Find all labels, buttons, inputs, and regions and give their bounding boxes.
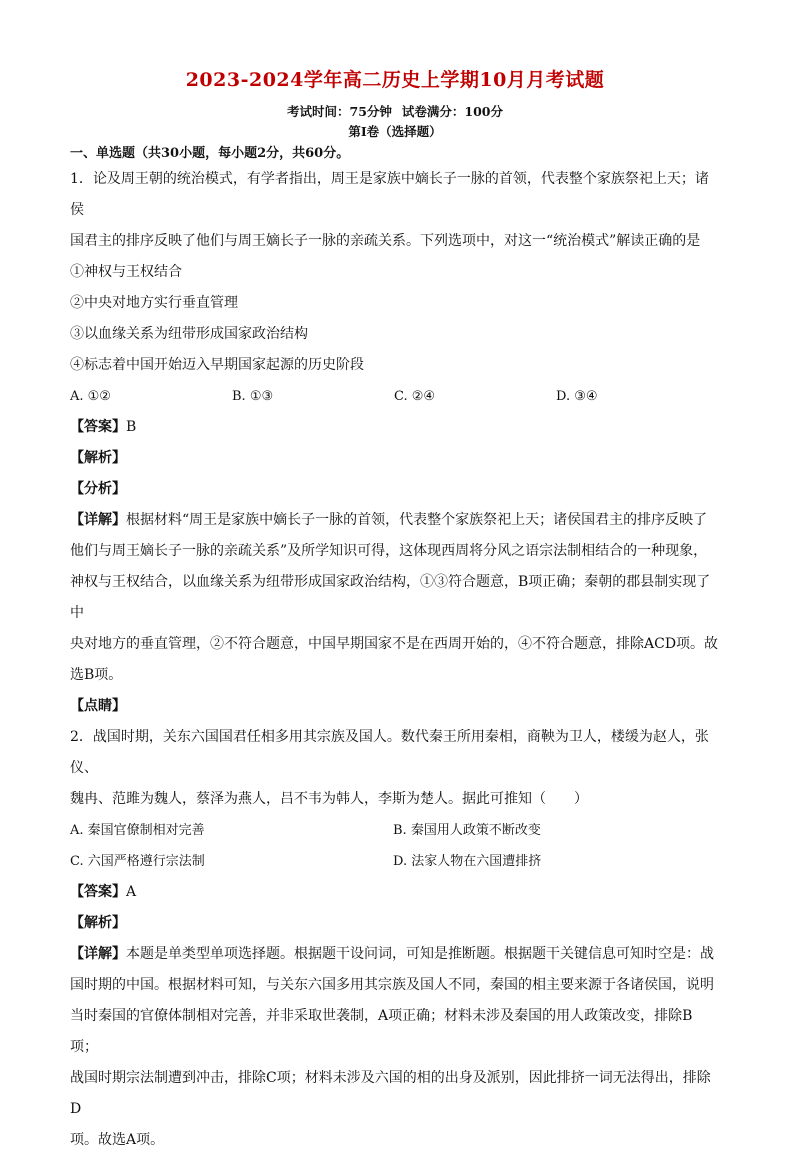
q2-detail-line-3: 当时秦国的官僚体制相对完善，并非采取世袭制，A项正确；材料未涉及秦国的用人政策改变，排除B项； <box>70 1008 693 1055</box>
q1-item-1: ①神权与王权结合 <box>70 264 182 280</box>
q1-detail-label: 【详解】 <box>70 512 126 528</box>
q2-detail-line-1 <box>70 939 720 970</box>
q2-answer <box>70 877 720 908</box>
q1-answer-value: B <box>126 419 137 435</box>
q2-option-d: D. 法家人物在六国遭排挤 <box>393 854 542 869</box>
q2-answer-label: 【答案】 <box>70 884 126 900</box>
q1-option-b: B. ①③ <box>232 389 274 404</box>
q1-analysis-label: 【解析】 <box>70 450 126 466</box>
q2-option-c: C. 六国严格遵行宗法制 <box>70 854 205 869</box>
exam-page <box>70 66 720 1156</box>
q2-detail-line-2: 国时期的中国。根据材料可知，与关东六国多用其宗族及国人不同，秦国的相主要来源于各诸侯国，说明 <box>70 977 714 993</box>
q2-detail-line-5: 项。故选A项。 <box>70 1132 165 1148</box>
q2-options-row-1 <box>70 815 720 846</box>
q2-stem-line-2: 魏冉、范雎为魏人，蔡泽为燕人，吕不韦为韩人，李斯为楚人。据此可推知（ ） <box>70 791 588 807</box>
q2-detail-text-1: 本题是单类型单项选择题。根据题干设问词，可知是推断题。根据题干关键信息可知时空是：战 <box>126 946 714 962</box>
exam-meta <box>70 102 720 122</box>
q1-dianjing-label: 【点睛】 <box>70 698 126 714</box>
q1-stem-line-1: 1．论及周王朝的统治模式，有学者指出，周王是家族中嫡长子一脉的首领，代表整个家族祭祀上天；诸侯 <box>70 171 709 218</box>
section-heading: 一、单选题（共30小题，每小题2分，共60分。 <box>70 146 350 161</box>
q1-answer <box>70 412 720 443</box>
q1-option-a: A. ①② <box>70 389 111 404</box>
q1-detail-line-5: 选B项。 <box>70 667 123 683</box>
q2-answer-value: A <box>126 884 137 900</box>
q1-detail-line-2: 他们与周王嫡长子一脉的亲疏关系”及所学知识可得，这体现西周将分风之语宗法制相结合的一种现象， <box>70 543 708 559</box>
q2-options-row-2 <box>70 846 720 877</box>
q1-item-4: ④标志着中国开始迈入早期国家起源的历史阶段 <box>70 357 364 373</box>
q1-detail-line-4: 央对地方的垂直管理，②不符合题意，中国早期国家不是在西周开始的，④不符合题意，排除ACD项。故 <box>70 636 719 652</box>
q1-answer-label: 【答案】 <box>70 419 126 435</box>
q1-detail-text-1: 根据材料“周王是家族中嫡长子一脉的首领，代表整个家族祭祀上天；诸侯国君主的排序反映了 <box>126 512 708 528</box>
q1-fenxi-label: 【分析】 <box>70 481 126 497</box>
q2-option-b: B. 秦国用人政策不断改变 <box>393 823 541 838</box>
exam-time: 考试时间：75分钟 <box>287 104 392 119</box>
q2-detail-label: 【详解】 <box>70 946 126 962</box>
q2-detail-line-4: 战国时期宗法制遭到冲击，排除C项；材料未涉及六国的相的出身及派别，因此排挤一词无法得出，排除D <box>70 1070 711 1117</box>
q2-analysis-label: 【解析】 <box>70 915 126 931</box>
q1-options <box>70 381 720 412</box>
full-score: 试卷满分：100分 <box>401 104 503 119</box>
q1-option-d: D. ③④ <box>556 389 598 404</box>
q1-item-3: ③以血缘关系为纽带形成国家政治结构 <box>70 326 308 342</box>
q1-option-c: C. ②④ <box>394 389 436 404</box>
q1-detail-line-3: 神权与王权结合，以血缘关系为纽带形成国家政治结构，①③符合题意，B项正确；秦朝的郡县制实现了中 <box>70 574 711 621</box>
q2-option-a: A. 秦国官僚制相对完善 <box>70 823 205 838</box>
q2-stem-line-1: 2．战国时期，关东六国国君任相多用其宗族及国人。数代秦王所用秦相，商鞅为卫人，楼缓为赵人，张仪、 <box>70 729 709 776</box>
q1-stem-line-2: 国君主的排序反映了他们与周王嫡长子一脉的亲疏关系。下列选项中，对这一“统治模式”解读正确的是 <box>70 233 701 249</box>
q1-item-2: ②中央对地方实行垂直管理 <box>70 295 238 311</box>
page-title: 2023-2024学年高二历史上学期10月月考试题 <box>185 69 605 91</box>
volume-label: 第Ⅰ卷（选择题） <box>348 124 442 139</box>
q1-detail-line-1 <box>70 505 720 536</box>
